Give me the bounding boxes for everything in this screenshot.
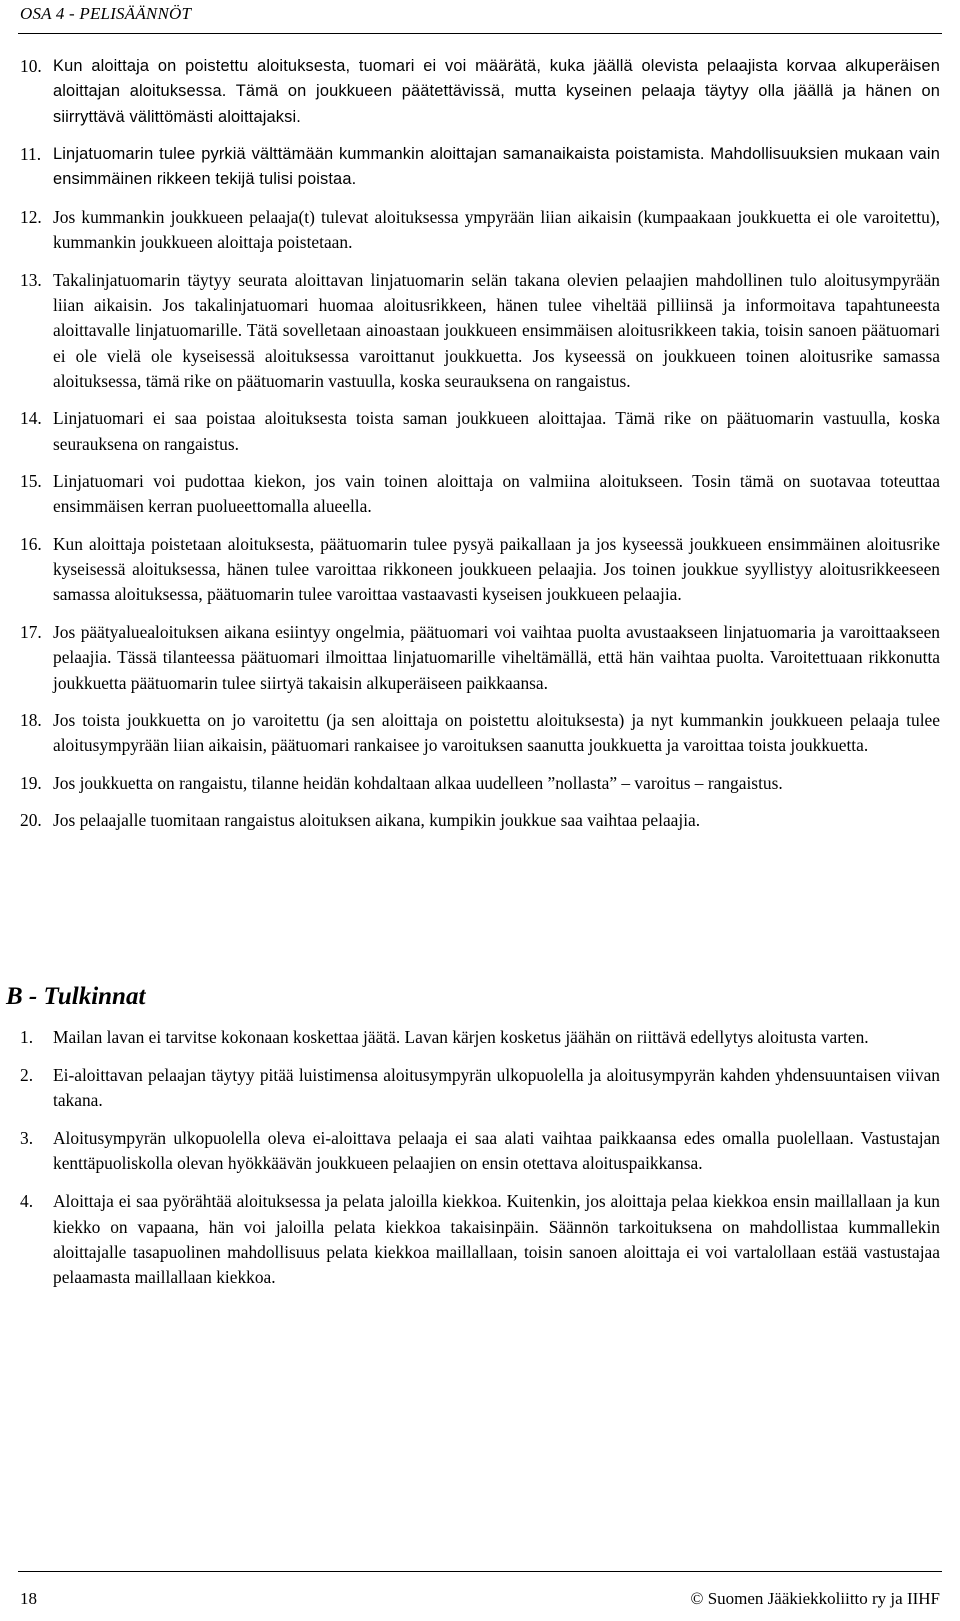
rule-item — [20, 708, 940, 759]
interpretation-text: Aloitusympyrän ulkopuolella oleva ei-aloittava pelaaja ei saa alati vaihtaa paikkaansa edes omalla puolellaan. Vastustajan kenttäpuoliskolla olevan hyökkäävän joukkueen pelaajien on ensin otettava aloituspaikkansa. — [53, 1128, 940, 1174]
rule-item — [20, 142, 940, 193]
rule-number: 14. — [20, 408, 42, 429]
rule-number: 16. — [20, 533, 42, 554]
interpretation-number: 1. — [20, 1027, 34, 1047]
rule-number: 17. — [20, 621, 42, 642]
interpretation-text: Aloittaja ei saa pyörähtää aloituksessa ja pelata jaloilla kiekkoa. Kuitenkin, jos aloittaja pelaa kiekkoa ensin maillallaan ja kun kiekko on vapaana, hän voi jaloilla pelata kiekkoa takaisinpäin. Säännön tarkoituksena on mahdollistaa kummallekin aloittajalle tasapuolinen mahdollisuus pelata kiekkoa maillallaan, toisin sanoen aloittaja ei voi vartalollaan estää vastustajaa pelaamasta maillallaan kiekkoa. — [53, 1191, 940, 1288]
interpretation-item — [20, 1126, 940, 1177]
interpretation-item — [20, 1063, 940, 1114]
interpretation-text: Ei-aloittavan pelaajan täytyy pitää luistimensa aloitusympyrän ulkopuolella ja aloitusympyrän kahden yhdensuuntaisen viivan takana. — [53, 1064, 940, 1111]
rule-number: 11. — [20, 144, 42, 165]
rule-text: Kun aloittaja poistetaan aloituksesta, päätuomarin tulee pysyä paikallaan ja jos kyseessä joukkueen ensimmäinen aloitusrike kyseisessä aloituksessa, hänen tulee varoittaa rikkoneen joukkueen pelaajia. Jos toinen joukkue syyllistyy aloitusrikkeeseen samassa aloituksessa, päätuomarin tulee varoittaa vastaavasti kyseisen joukkueen pelaajia. — [53, 533, 940, 605]
rules-list — [20, 54, 940, 846]
rule-item — [20, 205, 940, 256]
rule-text: Jos pelaajalle tuomitaan rangaistus aloituksen aikana, kumpikin joukkue saa vaihtaa pelaajia. — [53, 810, 701, 831]
copyright-notice: © Suomen Jääkiekkoliitto ry ja IIHF — [690, 1589, 940, 1608]
interpretation-number: 3. — [20, 1128, 34, 1149]
rule-number: 12. — [20, 206, 42, 227]
interpretation-item — [20, 1025, 940, 1050]
rule-text: Takalinjatuomarin täytyy seurata aloittavan linjatuomarin selän takana olevien pelaajien mahdollinen tulo aloitusympyrään liian aikaisin. Jos takalinjatuomari huomaa aloitusrikkeen, hänen tulee viheltää pilliinsä ja informoitava tapahtuneesta aloittavalle linjatuomarille. Tätä sovelletaan ainoastaan joukkueen ensimmäisen aloitusrikkeen takia, toisin sanoen päätuomari ei ole vielä ole kyseisessä aloituksessa varoittanut joukkuetta. Jos kyseessä on joukkueen toinen aloitusrike samassa aloituksessa, tämä rike on päätuomarin vastuulla, koska seurauksena on rangaistus. — [53, 269, 940, 391]
rule-item — [20, 54, 940, 130]
page-header — [18, 1, 942, 34]
rule-text: Linjatuomarin tulee pyrkiä välttämään kummankin aloittajan samanaikaista poistamista. Mahdollisuuksien mukaan vain ensimmäinen rikkeen tekijä tulisi poistaa. — [53, 145, 940, 189]
rule-text: Linjatuomari voi pudottaa kiekon, jos vain toinen aloittaja on valmiina aloitukseen. Tosin tämä on suotavaa toteuttaa ensimmäisen kerran puolueettomalla alueella. — [53, 471, 940, 517]
rule-text: Jos toista joukkuetta on jo varoitettu (ja sen aloittaja on poistettu aloituksesta) ja nyt kummankin joukkueen pelaaja tulee aloitusympyrään liian aikaisin, päätuomari rankaisee jo varoituksen saanutta joukkuetta ja varoittaa toista joukkuetta. — [53, 710, 940, 756]
page-number: 18 — [20, 1589, 37, 1608]
section-heading: B - Tulkinnat — [6, 983, 146, 1010]
rule-number: 18. — [20, 710, 42, 731]
rule-item — [20, 532, 940, 608]
interpretation-number: 4. — [20, 1191, 34, 1212]
rule-text: Jos päätyaluealoituksen aikana esiintyy ongelmia, päätuomari voi vaihtaa puolta avustaakseen linjatuomaria ja varoittaakseen pelaajia. Tässä tilanteessa päätuomari ilmoittaa linjatuomarille viheltämällä, että hän vaihtaa puolta. Varoitettuaan rikkonutta joukkuetta päätuomarin tulee siirtyä takaisin alkuperäiseen paikkaansa. — [53, 621, 940, 693]
rule-number: 10. — [20, 56, 42, 76]
interpretation-item — [20, 1189, 940, 1290]
interpretation-number: 2. — [20, 1064, 34, 1085]
rule-number: 15. — [20, 471, 42, 492]
rule-number: 13. — [20, 269, 42, 290]
rule-item — [20, 469, 940, 520]
rule-text: Jos joukkuetta on rangaistu, tilanne heidän kohdaltaan alkaa uudelleen ”nollasta” – varoitus – rangaistus. — [53, 772, 783, 793]
rule-text: Kun aloittaja on poistettu aloituksesta, tuomari ei voi määrätä, kuka jäällä olevista pelaajista korvaa alkuperäisen aloittajan aloituksessa. Tämä on joukkueen päätettävissä, mutta kyseinen pelaaja täytyy olla jäällä ja hänen on siirryttävä välittömästi aloittajaksi. — [53, 57, 940, 126]
rule-item — [20, 620, 940, 696]
page-header-title: OSA 4 - PELISÄÄNNÖT — [20, 4, 192, 23]
rule-text: Linjatuomari ei saa poistaa aloituksesta toista saman joukkueen aloittajaa. Tämä rike on päätuomarin vastuulla, koska seurauksena on rangaistus. — [53, 408, 940, 454]
rule-number: 20. — [20, 810, 42, 831]
rule-item — [20, 771, 940, 796]
interpretation-text: Mailan lavan ei tarvitse kokonaan koskettaa jäätä. Lavan kärjen kosketus jäähän on riittävä edellytys aloitusta varten. — [53, 1027, 869, 1047]
rule-text: Jos kummankin joukkueen pelaaja(t) tulevat aloituksessa ympyrään liian aikaisin (kumpaakaan joukkuetta ei ole varoitettu), kummankin joukkueen aloittaja poistetaan. — [53, 206, 940, 253]
rule-item — [20, 268, 940, 394]
page-footer — [18, 1571, 942, 1620]
rule-item — [20, 808, 940, 833]
interpretations-list — [20, 1025, 940, 1303]
rule-number: 19. — [20, 772, 42, 793]
rule-item — [20, 406, 940, 457]
